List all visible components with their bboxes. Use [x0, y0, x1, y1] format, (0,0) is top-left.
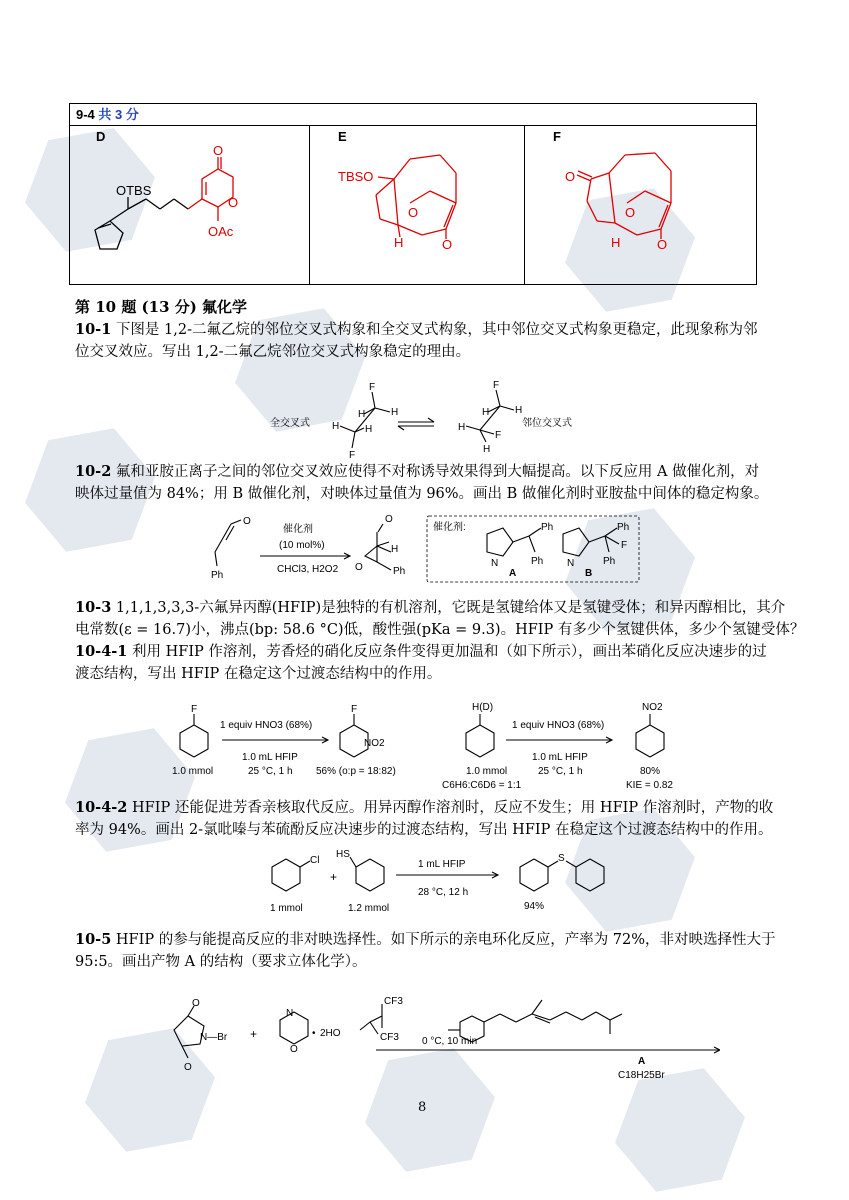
- atom-f: F: [369, 382, 376, 393]
- morpholine-n: N: [286, 1008, 294, 1019]
- text-10-3-a: 1,1,1,3,3,3-六氟异丙醇(HFIP)是独特的有机溶剂，它既是氢键给体又是氢键受体；和异丙醇相比，其介: [111, 600, 786, 616]
- product-formula: C18H25Br: [618, 1070, 665, 1081]
- paragraph-10-4-2-line2: 率为 94%。画出 2-氯吡嗪与苯硫酚反应决速步的过渡态结构，写出 HFIP 在稳定这个过渡态结构中的作用。: [75, 822, 773, 838]
- r41-temp: 25 °C, 1 h: [248, 766, 293, 777]
- atom-h: H: [391, 407, 399, 418]
- atom-h: H: [482, 407, 490, 418]
- r41b-mmol: 1.0 mmol: [466, 766, 508, 777]
- fluorobenzene-f: F: [191, 704, 198, 715]
- question-title: 第 10 题 (13 分) 氟化学: [75, 298, 248, 316]
- thiophenol-sh: HS: [336, 849, 350, 860]
- reaction-10-5: [160, 990, 720, 1085]
- ph-label: Ph: [211, 570, 224, 581]
- atom-f: F: [493, 380, 500, 391]
- nitrobenzene-no2: NO2: [642, 702, 663, 713]
- pyrazine-cl: Cl: [310, 855, 320, 866]
- cf3-bottom: CF3: [380, 1032, 399, 1043]
- cf3-top: CF3: [384, 996, 403, 1007]
- product-ph: Ph: [393, 566, 406, 577]
- nbs-o-bottom: O: [184, 1062, 192, 1073]
- r42-solvent: 1 mL HFIP: [418, 859, 466, 870]
- plus-sign-10-5: +: [250, 1027, 258, 1041]
- reaction-10-4-1: [160, 688, 720, 793]
- r41-yield: 56% (o:p = 18:82): [316, 766, 396, 777]
- text-10-5-a: HFIP 的参与能提高反应的非对映选择性。如下所示的亲电环化反应，产率为 72%，非对映选择性大于: [111, 932, 776, 948]
- header-score: 共 3 分: [98, 107, 139, 122]
- paragraph-10-3-line2: 电常数(ε = 16.7)小，沸点(bp: 58.6 °C)低，酸性强(pKa = 9.3)。HFIP 有多少个氢键供体，多少个氢键受体？: [75, 622, 805, 638]
- product-o: O: [385, 514, 393, 525]
- atom-h: H: [365, 424, 373, 435]
- nbs-nbr: N—Br: [200, 1032, 228, 1043]
- cat-B-label: B: [585, 568, 593, 579]
- text-10-1-a: 下图是 1,2-二氟乙烷的邻位交叉式构象和全交叉式构象，其中邻位交叉式构象更稳定，此现象称为邻: [111, 322, 758, 338]
- benzene-hd: H(D): [472, 702, 494, 713]
- cat-A-n: N: [491, 558, 499, 569]
- cat-A-label: A: [509, 568, 517, 579]
- cat-A-ph1: Ph: [541, 522, 554, 533]
- epoxide-o: O: [355, 562, 363, 573]
- table-header: [70, 107, 139, 122]
- paragraph-10-4-2-line1: [75, 797, 773, 819]
- r41-reagent: 1 equiv HNO3 (68%): [220, 720, 313, 731]
- paragraph-10-4-1-line1: [75, 641, 767, 663]
- number-10-1: 10-1: [75, 321, 112, 338]
- r41b-reagent: 1 equiv HNO3 (68%): [512, 720, 605, 731]
- number-10-2: 10-2: [75, 463, 112, 480]
- number-10-3: 10-3: [75, 599, 112, 616]
- F-ketone-top-o: O: [565, 169, 576, 184]
- label-E: E: [338, 129, 347, 144]
- product-h: H: [391, 544, 399, 555]
- adduct-dot: •: [312, 1028, 316, 1039]
- r41b-ratio: C6H6:C6D6 = 1:1: [442, 780, 522, 791]
- atom-h: H: [332, 421, 340, 432]
- structure-E: [310, 125, 524, 283]
- number-10-4-1: 10-4-1: [75, 643, 128, 660]
- paragraph-10-2-line1: [75, 461, 759, 483]
- label-F: F: [553, 129, 561, 144]
- E-tbso-label: TBSO: [338, 169, 374, 184]
- paragraph-10-2-line2: 映体过量值为 84%；用 B 做催化剂，对映体过量值为 96%。画出 B 做催化剂时亚胺盐中间体的稳定构象。: [75, 486, 769, 502]
- D-otbs-label: OTBS: [116, 183, 152, 198]
- paragraph-10-4-1-line2: 渡态结构，写出 HFIP 在稳定这个过渡态结构中的作用。: [75, 666, 442, 682]
- label-gauche: 邻位交叉式: [522, 418, 572, 429]
- r41-mmol: 1.0 mmol: [172, 766, 214, 777]
- r42-mmol2: 1.2 mmol: [348, 903, 390, 914]
- plus-sign: +: [330, 870, 338, 884]
- r42-yield: 94%: [524, 901, 545, 912]
- r41b-yield: 80%: [640, 766, 661, 777]
- rxn2-conditions: CHCl3, H2O2: [277, 564, 339, 575]
- header-number: 9-4: [76, 107, 95, 122]
- hfip-2ho: 2HO: [320, 1028, 341, 1039]
- label-anti: 全交叉式: [270, 418, 310, 429]
- cat-B-ph1: Ph: [617, 522, 630, 533]
- E-ketone-o: O: [442, 237, 453, 252]
- r41b-kie: KIE = 0.82: [626, 780, 673, 791]
- label-D: D: [96, 129, 106, 144]
- atom-f: F: [495, 430, 502, 441]
- page-number: 8: [418, 1100, 427, 1115]
- product-s: S: [558, 853, 565, 864]
- aldehyde-o: O: [243, 516, 251, 527]
- reaction-10-4-2: [260, 843, 620, 918]
- paragraph-10-5-line2: 95:5。画出产物 A 的结构（要求立体化学）。: [75, 954, 367, 970]
- D-oac-label: OAc: [208, 224, 234, 239]
- nbs-o-top: O: [192, 998, 200, 1009]
- atom-h: H: [483, 444, 491, 455]
- paragraph-10-3-line1: [75, 597, 785, 619]
- product-f: F: [351, 704, 358, 715]
- r42-mmol1: 1 mmol: [270, 903, 303, 914]
- atom-h: H: [458, 422, 466, 433]
- text-10-4-1-a: 利用 HFIP 作溶剂，芳香烃的硝化反应条件变得更加温和（如下所示），画出苯硝化反应决速步的过: [127, 644, 767, 660]
- text-10-4-2-a: HFIP 还能促进芳香亲核取代反应。用异丙醇作溶剂时，反应不发生；用 HFIP 作溶剂时，产物的收: [127, 800, 774, 816]
- product-no2: NO2: [364, 738, 385, 749]
- number-10-4-2: 10-4-2: [75, 799, 128, 816]
- catalyst-box-label: 催化剂:: [433, 522, 466, 533]
- paragraph-10-5-line1: [75, 929, 776, 951]
- reaction-10-2: [205, 512, 645, 587]
- structure-D: [70, 125, 308, 283]
- rxn2-catalyst: 催化剂: [283, 524, 313, 535]
- paragraph-10-1-line1: [75, 319, 757, 341]
- atom-h: H: [358, 409, 366, 420]
- number-10-5: 10-5: [75, 931, 112, 948]
- F-ketone-o: O: [657, 237, 668, 252]
- text-10-2-a: 氟和亚胺正离子之间的邻位交叉效应使得不对称诱导效果得到大幅提高。以下反应用 A 做催化剂，对: [111, 464, 760, 480]
- conformation-scheme: [260, 370, 600, 460]
- r42-conditions: 28 °C, 12 h: [418, 887, 469, 898]
- D-ketone-o: O: [213, 143, 224, 158]
- cat-B-n: N: [567, 558, 575, 569]
- r5-conditions: 0 °C, 10 min: [422, 1036, 478, 1047]
- cat-B-ph2: Ph: [603, 556, 616, 567]
- rxn2-loading: (10 mol%): [279, 540, 325, 551]
- morpholine-o: O: [290, 1044, 298, 1055]
- r41b-solvent: 1.0 mL HFIP: [532, 752, 588, 763]
- product-A: A: [638, 1056, 646, 1067]
- E-bridge-o: O: [408, 205, 419, 220]
- F-h-label: H: [611, 235, 621, 250]
- D-ring-o: O: [228, 195, 239, 210]
- r41-solvent: 1.0 mL HFIP: [242, 752, 298, 763]
- F-bridge-o: O: [625, 205, 636, 220]
- structure-F: [525, 125, 757, 283]
- atom-f: F: [349, 450, 356, 460]
- atom-h: H: [515, 405, 523, 416]
- r41b-temp: 25 °C, 1 h: [538, 766, 583, 777]
- cat-B-f: F: [621, 540, 628, 551]
- cat-A-ph2: Ph: [531, 556, 544, 567]
- paragraph-10-1-line2: 位交叉效应。写出 1,2-二氟乙烷邻位交叉式构象稳定的理由。: [75, 344, 471, 360]
- E-h-label: H: [394, 235, 404, 250]
